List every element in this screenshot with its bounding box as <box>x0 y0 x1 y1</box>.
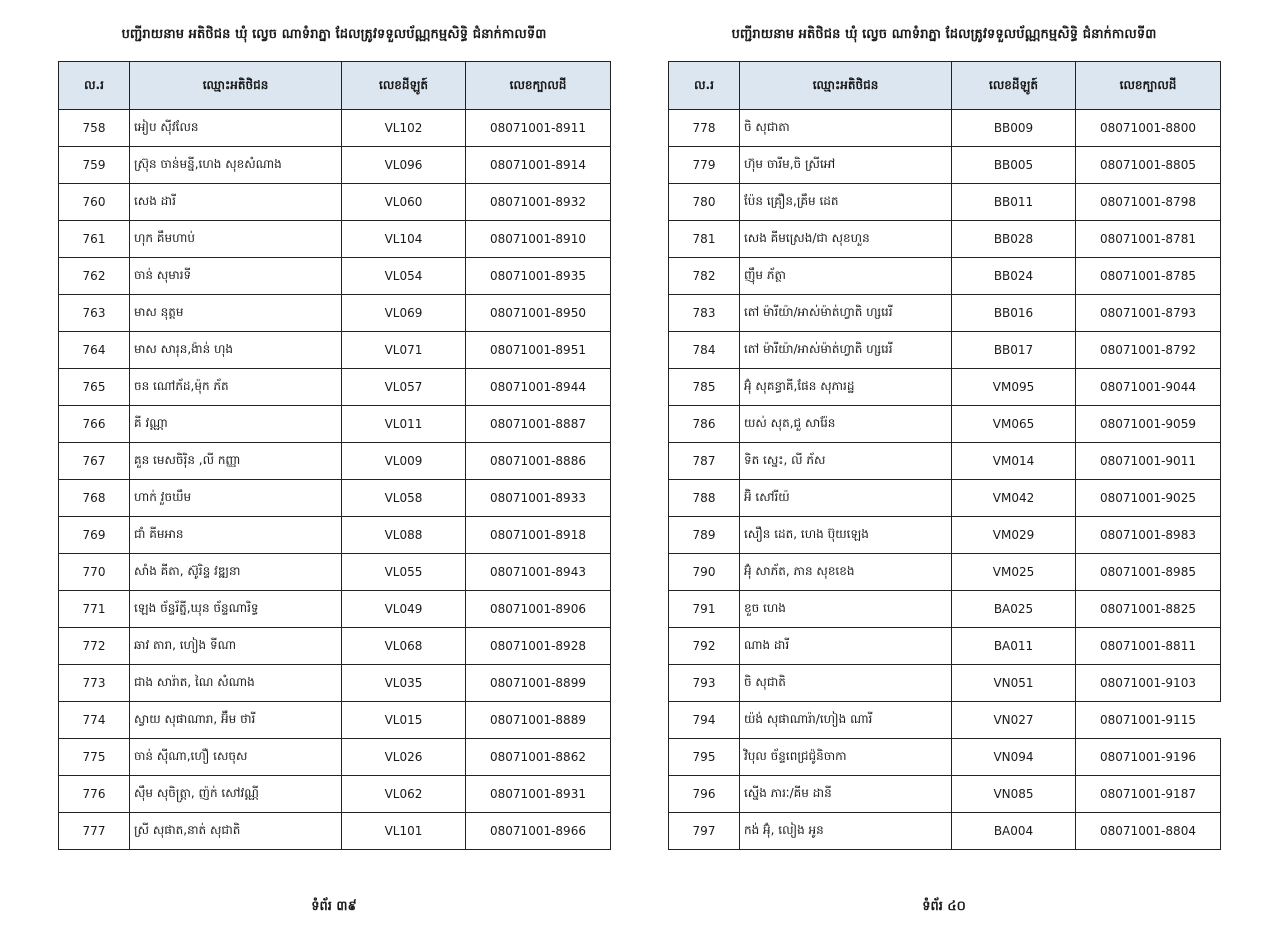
page-number: ទំព័រ ៣៩ <box>311 899 357 914</box>
land-lot: VL071 <box>342 332 466 369</box>
client-name: គី វណ្ណា <box>130 406 342 443</box>
land-lot: VL096 <box>342 147 466 184</box>
table-row <box>59 591 611 628</box>
parcel-code: 08071001-8951 <box>466 332 611 369</box>
row-number: 771 <box>59 591 130 628</box>
parcel-code: 08071001-8983 <box>1076 517 1221 554</box>
table-row <box>669 480 1221 517</box>
row-number: 763 <box>59 295 130 332</box>
header-land-lot: លេខដីឡូត៍ <box>342 62 466 110</box>
land-lot: VM029 <box>952 517 1076 554</box>
parcel-code: 08071001-8862 <box>466 739 611 776</box>
parcel-code: 08071001-8943 <box>466 554 611 591</box>
client-name: ជាង សារ៉ាត, ណៃ សំណាង <box>130 665 342 702</box>
client-name: មាស សារុន,ង៉ាន់ ហុង <box>130 332 342 369</box>
table-row <box>669 739 1221 776</box>
parcel-code: 08071001-9187 <box>1076 776 1221 813</box>
client-table <box>58 61 611 850</box>
header-client-name: ឈ្មោះអតិថិជន <box>740 62 952 110</box>
parcel-code: 08071001-8804 <box>1076 813 1221 850</box>
land-lot: VL054 <box>342 258 466 295</box>
row-number: 791 <box>669 591 740 628</box>
left-page <box>58 0 610 949</box>
table-row <box>59 184 611 221</box>
row-number: 782 <box>669 258 740 295</box>
row-number: 773 <box>59 665 130 702</box>
land-lot: VL015 <box>342 702 466 739</box>
row-number: 764 <box>59 332 130 369</box>
land-lot: VL069 <box>342 295 466 332</box>
row-number: 772 <box>59 628 130 665</box>
table-row <box>59 517 611 554</box>
row-number: 769 <box>59 517 130 554</box>
land-lot: VN094 <box>952 739 1076 776</box>
parcel-code: 08071001-8906 <box>466 591 611 628</box>
client-name: ឆាវ តារា, ហៀង ទីណា <box>130 628 342 665</box>
land-lot: BB028 <box>952 221 1076 258</box>
client-name: យស់ សុត,ជួ សារ៉ែន <box>740 406 952 443</box>
client-name: ហាក់ វួចឃឹម <box>130 480 342 517</box>
client-name: ចិ សុជាតិ <box>740 665 952 702</box>
row-number: 777 <box>59 813 130 850</box>
client-name: ចិ សុជាតា <box>740 110 952 147</box>
parcel-code: 08071001-8935 <box>466 258 611 295</box>
client-name: ចាន់ ស៊ីណា,ហឿ សេចុស <box>130 739 342 776</box>
table-row <box>669 332 1221 369</box>
client-name: ហ៊ុម ចារីម,ចិ ស្រីអៅ <box>740 147 952 184</box>
client-name: មាស នុត្តម <box>130 295 342 332</box>
row-number: 784 <box>669 332 740 369</box>
land-lot: VM025 <box>952 554 1076 591</box>
table-row <box>669 369 1221 406</box>
parcel-code: 08071001-8792 <box>1076 332 1221 369</box>
row-number: 790 <box>669 554 740 591</box>
client-name: សេង ដារី <box>130 184 342 221</box>
land-lot: BB024 <box>952 258 1076 295</box>
parcel-code: 08071001-9025 <box>1076 480 1221 517</box>
client-name: កង់ អ៊ុំ, លៀង អូន <box>740 813 952 850</box>
client-name: តៅ ម៉ារីយ៉ា/អាស់ម៉ាត់ហ្វាតិ ហ្សរេរី <box>740 295 952 332</box>
row-number: 794 <box>669 702 740 739</box>
client-name: យ៉ង់ សុផាណារ៉ា/ហៀង ណារី <box>740 702 952 739</box>
table-row <box>59 258 611 295</box>
parcel-code: 08071001-8825 <box>1076 591 1221 628</box>
table-row <box>59 554 611 591</box>
land-lot: VN085 <box>952 776 1076 813</box>
land-lot: BB011 <box>952 184 1076 221</box>
client-name: ប៉ែន គ្រឿន,គ្រឹម ដេត <box>740 184 952 221</box>
client-name: ស្នើង ភារៈ/គីម ដានី <box>740 776 952 813</box>
row-number: 786 <box>669 406 740 443</box>
row-number: 778 <box>669 110 740 147</box>
table-row <box>669 147 1221 184</box>
parcel-code: 08071001-8811 <box>1076 628 1221 665</box>
client-name: ស្វាយ សុផាណារា, អ៊ឹម ថារី <box>130 702 342 739</box>
table-row <box>59 665 611 702</box>
row-number: 796 <box>669 776 740 813</box>
parcel-code: 08071001-8886 <box>466 443 611 480</box>
table-header-row <box>59 62 611 110</box>
land-lot: VL055 <box>342 554 466 591</box>
land-lot: BA004 <box>952 813 1076 850</box>
row-number: 780 <box>669 184 740 221</box>
client-name: ចាន់ សុមារទី <box>130 258 342 295</box>
client-name: ទិត ស្នេះ, លី ភ័ស <box>740 443 952 480</box>
row-number: 783 <box>669 295 740 332</box>
land-lot: VN051 <box>952 665 1076 702</box>
table-row <box>59 739 611 776</box>
land-lot: VM065 <box>952 406 1076 443</box>
table-row <box>669 221 1221 258</box>
land-lot: VL068 <box>342 628 466 665</box>
row-number: 795 <box>669 739 740 776</box>
parcel-code: 08071001-8793 <box>1076 295 1221 332</box>
table-row <box>669 554 1221 591</box>
row-number: 768 <box>59 480 130 517</box>
land-lot: VL060 <box>342 184 466 221</box>
row-number: 770 <box>59 554 130 591</box>
table-row <box>59 443 611 480</box>
parcel-code: 08071001-8966 <box>466 813 611 850</box>
row-number: 785 <box>669 369 740 406</box>
header-parcel-code: លេខក្បាលដី <box>466 62 611 110</box>
client-name: ស៊ឹម សុចិត្រ្តា, ញ៉ក់ សៅវណ្ណី <box>130 776 342 813</box>
parcel-code: 08071001-8944 <box>466 369 611 406</box>
parcel-code: 08071001-8889 <box>466 702 611 739</box>
parcel-code: 08071001-8914 <box>466 147 611 184</box>
client-name: ស្រី សុផាត,នាត់ សុជាតិ <box>130 813 342 850</box>
row-number: 767 <box>59 443 130 480</box>
parcel-code: 08071001-8887 <box>466 406 611 443</box>
parcel-code: 08071001-9011 <box>1076 443 1221 480</box>
row-number: 779 <box>669 147 740 184</box>
table-row <box>59 332 611 369</box>
table-row <box>669 443 1221 480</box>
table-row <box>669 406 1221 443</box>
row-number: 792 <box>669 628 740 665</box>
client-name: អៀប ស៊ីវលែន <box>130 110 342 147</box>
table-row <box>59 369 611 406</box>
land-lot: VL104 <box>342 221 466 258</box>
header-client-name: ឈ្មោះអតិថិជន <box>130 62 342 110</box>
row-number: 762 <box>59 258 130 295</box>
client-name: តៅ ម៉ារីយ៉ា/អាស់ម៉ាត់ហ្វាតិ ហ្សរេរី <box>740 332 952 369</box>
table-row <box>669 813 1221 850</box>
client-name: អ៊ុំ សុគន្ធាគី,ផែន សុភារដ្ឋ <box>740 369 952 406</box>
table-row <box>59 221 611 258</box>
parcel-code: 08071001-8918 <box>466 517 611 554</box>
parcel-code: 08071001-8928 <box>466 628 611 665</box>
parcel-code: 08071001-8932 <box>466 184 611 221</box>
parcel-code: 08071001-9044 <box>1076 369 1221 406</box>
table-header-row <box>669 62 1221 110</box>
client-name: ស្រ៊ុន ចាន់មន្នី,ហេង សុខសំណាង <box>130 147 342 184</box>
client-name: អ៊ុំ សាភ័ត, ភាន សុខខេង <box>740 554 952 591</box>
header-land-lot: លេខដីឡូត៍ <box>952 62 1076 110</box>
table-row <box>669 295 1221 332</box>
client-name: វិបុល ច័ន្ទពេជ្រជ៉ូនិចាកា <box>740 739 952 776</box>
parcel-code: 08071001-8985 <box>1076 554 1221 591</box>
land-lot: VM095 <box>952 369 1076 406</box>
table-row <box>59 147 611 184</box>
client-name: សាំង គីតា, ស៊ូរិន្ទ វឌ្ឍនា <box>130 554 342 591</box>
table-row <box>59 480 611 517</box>
table-row <box>669 258 1221 295</box>
land-lot: BB009 <box>952 110 1076 147</box>
client-name: ណាង ដារី <box>740 628 952 665</box>
land-lot: VL062 <box>342 776 466 813</box>
right-page <box>668 0 1220 949</box>
row-number: 759 <box>59 147 130 184</box>
parcel-code: 08071001-8950 <box>466 295 611 332</box>
land-lot: VM042 <box>952 480 1076 517</box>
client-name: ហុក គឹមហាប់ <box>130 221 342 258</box>
parcel-code: 08071001-8931 <box>466 776 611 813</box>
land-lot: BB017 <box>952 332 1076 369</box>
land-lot: VL088 <box>342 517 466 554</box>
row-number: 774 <box>59 702 130 739</box>
land-lot: VL011 <box>342 406 466 443</box>
land-lot: BA011 <box>952 628 1076 665</box>
row-number: 776 <box>59 776 130 813</box>
client-name: ឡេង ច័ន្ទរ័ត្នី,ឃុន ច័ន្ទណារិទ្ធ <box>130 591 342 628</box>
land-lot: VL102 <box>342 110 466 147</box>
table-row <box>669 776 1221 813</box>
table-row <box>59 776 611 813</box>
row-number: 793 <box>669 665 740 702</box>
land-lot: VL035 <box>342 665 466 702</box>
header-parcel-code: លេខក្បាលដី <box>1076 62 1221 110</box>
table-row <box>59 702 611 739</box>
client-name: ញ៉ឹម ភ័ត្ថា <box>740 258 952 295</box>
client-name: ចន ណៅភ័ដ,ម៉ុក ភ័ត <box>130 369 342 406</box>
land-lot: BB005 <box>952 147 1076 184</box>
table-row <box>669 628 1221 665</box>
client-name: ខួច ហេង <box>740 591 952 628</box>
table-row <box>669 517 1221 554</box>
row-number: 788 <box>669 480 740 517</box>
client-name: សឿន ដេត, ហេង ប៊ុយឡេង <box>740 517 952 554</box>
parcel-code: 08071001-9103 <box>1076 665 1221 702</box>
row-number: 758 <box>59 110 130 147</box>
table-row <box>669 184 1221 221</box>
row-number: 766 <box>59 406 130 443</box>
land-lot: BB016 <box>952 295 1076 332</box>
table-row <box>59 628 611 665</box>
parcel-code: 08071001-9196 <box>1076 739 1221 776</box>
land-lot: VL057 <box>342 369 466 406</box>
row-number: 761 <box>59 221 130 258</box>
parcel-code: 08071001-8805 <box>1076 147 1221 184</box>
parcel-code: 08071001-8785 <box>1076 258 1221 295</box>
table-row <box>669 665 1221 702</box>
table-row <box>59 110 611 147</box>
row-number: 781 <box>669 221 740 258</box>
row-number: 775 <box>59 739 130 776</box>
client-name: អ៊ិ សៅរីយ៉ <box>740 480 952 517</box>
land-lot: VL058 <box>342 480 466 517</box>
parcel-code: 08071001-8800 <box>1076 110 1221 147</box>
land-lot: VL101 <box>342 813 466 850</box>
parcel-code: 08071001-8911 <box>466 110 611 147</box>
page-title: បញ្ជីរាយនាម អតិថិជន ឃុំ ល្វេច ណាទំរាភ្នា ដែលត្រូវទទួលប័ណ្ណកម្មសិទ្ធិ ជំនាក់កាលទី៣ <box>121 27 547 42</box>
row-number: 765 <box>59 369 130 406</box>
client-name: សេង គីមស្រេង/ជា សុខហួន <box>740 221 952 258</box>
row-number: 789 <box>669 517 740 554</box>
parcel-code: 08071001-8899 <box>466 665 611 702</box>
header-number: ល.រ <box>59 62 130 110</box>
table-row <box>59 813 611 850</box>
land-lot: VL026 <box>342 739 466 776</box>
client-table <box>668 61 1221 850</box>
table-row <box>669 702 1221 739</box>
land-lot: BA025 <box>952 591 1076 628</box>
land-lot: VL049 <box>342 591 466 628</box>
page-number: ទំព័រ ៤០ <box>922 899 966 914</box>
client-name: ជាំ គីមអាន <box>130 517 342 554</box>
parcel-code: 08071001-8910 <box>466 221 611 258</box>
table-row <box>669 591 1221 628</box>
table-row <box>59 295 611 332</box>
row-number: 797 <box>669 813 740 850</box>
parcel-code: 08071001-9059 <box>1076 406 1221 443</box>
table-row <box>59 406 611 443</box>
parcel-code: 08071001-9115 <box>1076 702 1221 739</box>
parcel-code: 08071001-8798 <box>1076 184 1221 221</box>
header-number: ល.រ <box>669 62 740 110</box>
parcel-code: 08071001-8933 <box>466 480 611 517</box>
land-lot: VM014 <box>952 443 1076 480</box>
page-title: បញ្ជីរាយនាម អតិថិជន ឃុំ ល្វេច ណាទំរាភ្នា ដែលត្រូវទទួលប័ណ្ណកម្មសិទ្ធិ ជំនាក់កាលទី៣ <box>731 27 1157 42</box>
row-number: 787 <box>669 443 740 480</box>
parcel-code: 08071001-8781 <box>1076 221 1221 258</box>
row-number: 760 <box>59 184 130 221</box>
land-lot: VL009 <box>342 443 466 480</box>
table-row <box>669 110 1221 147</box>
land-lot: VN027 <box>952 702 1076 739</box>
client-name: គួន មេសចិរ៉ិន ,លី កញ្ញា <box>130 443 342 480</box>
